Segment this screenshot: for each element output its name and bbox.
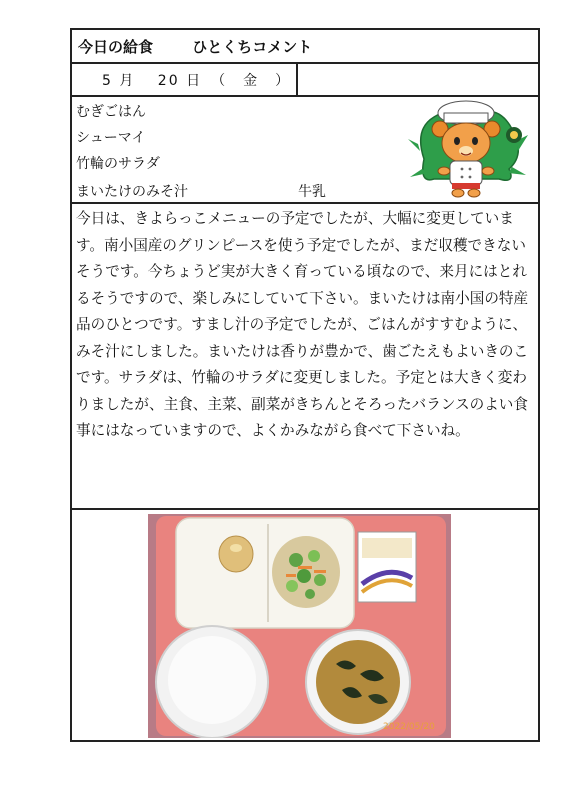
title-row bbox=[72, 30, 538, 64]
menu-item-soup: まいたけのみそ汁 bbox=[76, 184, 188, 200]
lunch-sheet bbox=[70, 28, 540, 742]
date-text: 5 月 20 日 （ 金 ） bbox=[72, 64, 298, 95]
date-row bbox=[72, 64, 538, 97]
title-left: 今日の給食 bbox=[78, 38, 154, 56]
menu-item-rice: むぎごはん bbox=[76, 104, 146, 120]
photo-timestamp: 2022/05/20 bbox=[383, 722, 435, 732]
lunch-photo bbox=[148, 514, 451, 738]
menu-area bbox=[72, 97, 538, 204]
menu-item-salad: 竹輪のサラダ bbox=[76, 156, 160, 172]
comment-text: 今日は、きよらっこメニューの予定でしたが、大幅に変更しています。南小国産のグリンピースを使う予定でしたが、まだ収穫できないそうです。今ちょうど実が大きく育っている頃なので、来月にはとれるそうですので、楽しみにしていて下さい。まいたけは南小国の特産品のひとつです。すまし汁の予定でしたが、ごはんがすすむように、みそ汁にしました。まいたけは香りが豊かで、歯ごたえもよいきのこです。サラダは、竹輪のサラダに変更しました。予定とは大きく変わりましたが、主食、主菜、副菜がきちんとそろったバランスのよい食事にはなっていますので、よくかみながら食べて下さいね。 bbox=[72, 204, 538, 510]
title-right: ひとくちコメント bbox=[192, 38, 313, 56]
mascot-illustration bbox=[404, 99, 534, 199]
menu-item-shumai: シューマイ bbox=[76, 130, 146, 146]
menu-item-milk: 牛乳 bbox=[298, 184, 326, 200]
